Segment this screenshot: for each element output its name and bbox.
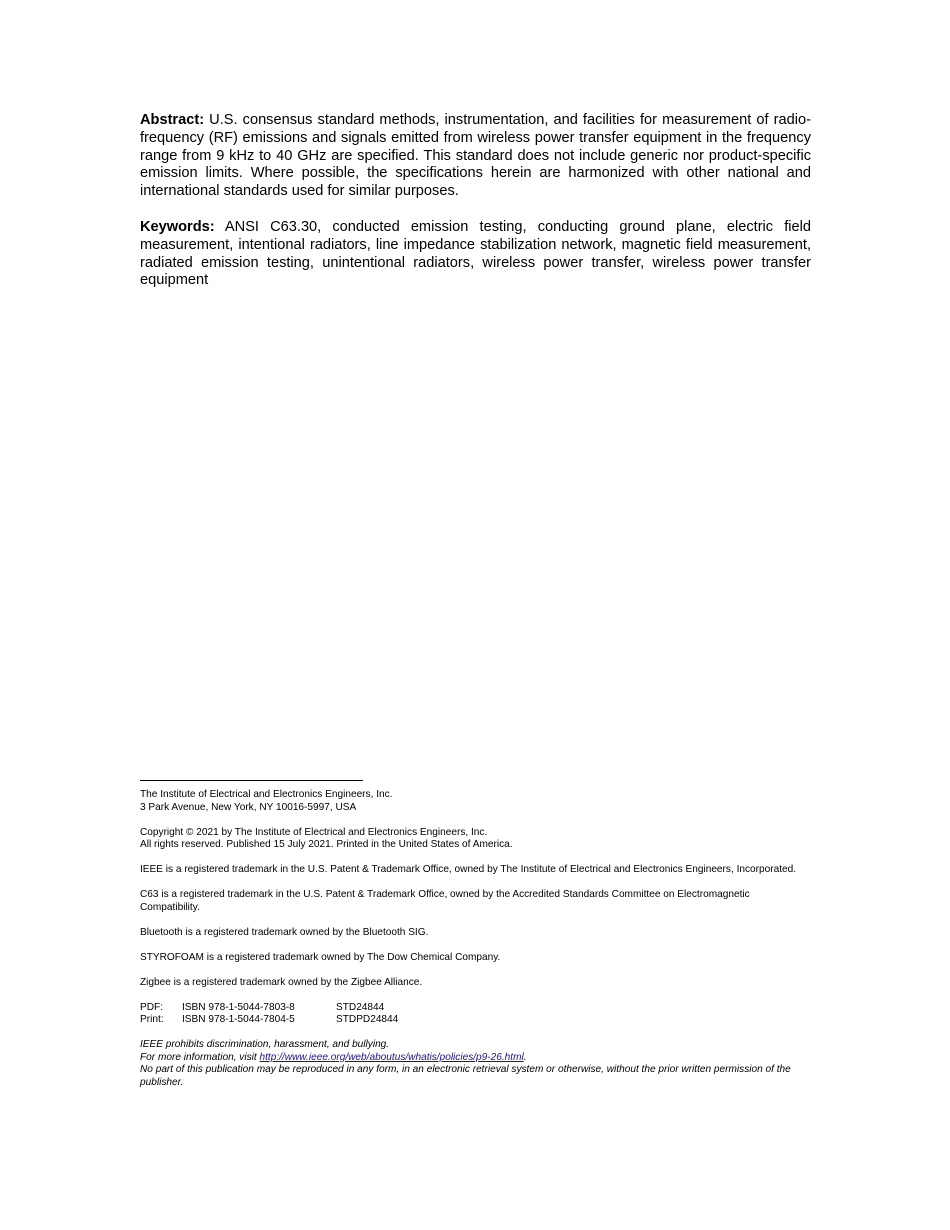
keywords-text: ANSI C63.30, conducted emission testing, conducting ground plane, electric field measurement, intentional radiators, line impedance stabilization network, magnetic field measurement, radiated emission testing, unintentional radiators, wireless power transfer, wireless power transfer equipment <box>140 218 811 289</box>
isbn-number: ISBN 978-1-5044-7803-8 <box>182 1001 295 1013</box>
trademark-bluetooth: Bluetooth is a registered trademark owned by the Bluetooth SIG. <box>140 926 429 938</box>
trademark-c63: C63 is a registered trademark in the U.S. Patent & Trademark Office, owned by the Accredited Standards Committee on Electromagnetic Compatibility. <box>140 889 750 913</box>
abstract-paragraph <box>140 112 811 201</box>
isbn-number: ISBN 978-1-5044-7804-5 <box>182 1014 295 1025</box>
reproduction-notice: No part of this publication may be reproduced in any form, in an electronic retrieval system or otherwise, without the prior written permission of the publisher. <box>140 1064 791 1088</box>
discrimination-notice: IEEE prohibits discrimination, harassment, and bullying. <box>140 1039 390 1050</box>
notice-block <box>140 1039 811 1089</box>
more-info-line <box>140 1052 811 1065</box>
publisher-address: 3 Park Avenue, New York, NY 10016-5997, USA <box>140 801 357 813</box>
publisher-block <box>140 789 811 814</box>
keywords-label: Keywords: <box>140 218 215 235</box>
copyright-footer <box>140 780 811 1089</box>
more-info-prefix: For more information, visit <box>140 1051 260 1063</box>
keywords-paragraph <box>140 219 811 290</box>
more-info-suffix: . <box>523 1051 527 1063</box>
rights-line: All rights reserved. Published 15 July 2021. Printed in the United States of America. <box>140 839 513 850</box>
publisher-name: The Institute of Electrical and Electronics Engineers, Inc. <box>140 789 393 800</box>
isbn-format: PDF: <box>140 1001 163 1013</box>
isbn-code: STDPD24844 <box>336 1014 399 1025</box>
policy-link[interactable]: http://www.ieee.org/web/aboutus/whatis/policies/p9-26.html <box>259 1051 524 1063</box>
trademark-styrofoam: STYROFOAM is a registered trademark owned by The Dow Chemical Company. <box>140 951 501 963</box>
abstract-label: Abstract: <box>140 112 205 128</box>
front-matter <box>140 112 811 290</box>
copyright-block <box>140 827 811 852</box>
isbn-format: Print: <box>140 1014 164 1025</box>
copyright-line: Copyright © 2021 by The Institute of Electrical and Electronics Engineers, Inc. <box>140 826 488 838</box>
isbn-code: STD24844 <box>336 1001 385 1013</box>
isbn-row-pdf <box>140 1002 398 1015</box>
trademark-zigbee: Zigbee is a registered trademark owned by the Zigbee Alliance. <box>140 976 423 988</box>
footer-divider <box>140 780 363 781</box>
trademark-ieee: IEEE is a registered trademark in the U.S. Patent & Trademark Office, owned by The Institute of Electrical and Electronics Engineers, Incorporated. <box>140 864 797 875</box>
isbn-table <box>140 1002 398 1027</box>
isbn-row-print <box>140 1014 398 1027</box>
abstract-text: U.S. consensus standard methods, instrumentation, and facilities for measurement of radio-frequency (RF) emissions and signals emitted from wireless power transfer equipment in the frequency range from 9 kHz to 40 GHz are specified. This standard does not include generic nor product-specific emission limits. Where possible, the specifications herein are harmonized with other national and international standards used for similar purposes. <box>140 112 811 200</box>
